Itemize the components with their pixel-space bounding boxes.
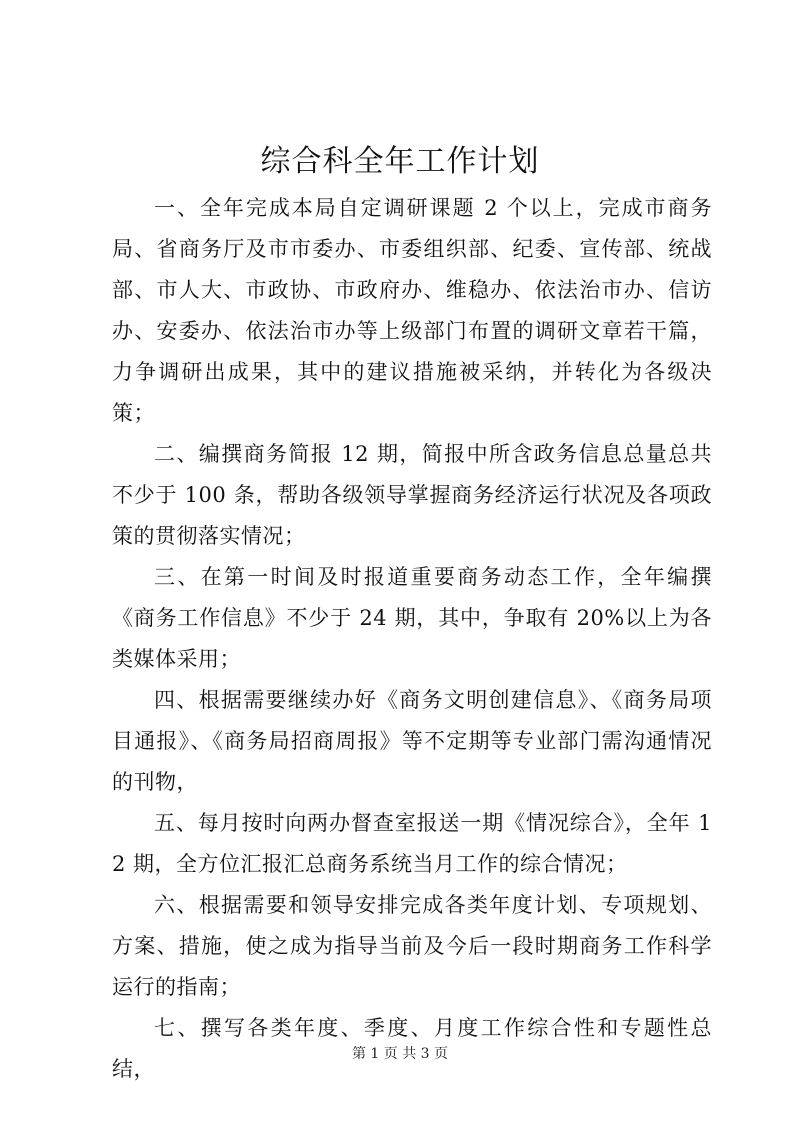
paragraph-7: 七、撰写各类年度、季度、月度工作综合性和专题性总结， [112, 1016, 712, 1081]
document-title: 综合科全年工作计划 [260, 144, 540, 179]
paragraph-5: 五、每月按时向两办督查室报送一期《情况综合》，全年 12 期，全方位汇报汇总商务系统当月工作的综合情况； [112, 811, 712, 876]
paragraph-3: 三、在第一时间及时报道重要商务动态工作，全年编撰《商务工作信息》不少于 24 期，其中，争取有 20%以上为各类媒体采用； [112, 565, 712, 671]
paragraph-6: 六、根据需要和领导安排完成各类年度计划、专项规划、方案、措施，使之成为指导当前及今后一段时期商务工作科学运行的指南； [112, 893, 712, 999]
paragraph-1: 一、全年完成本局自定调研课题 2 个以上，完成市商务局、省商务厅及市市委办、市委组织部、纪委、宣传部、统战部、市人大、市政协、市政府办、维稳办、依法治市办、信访办、安委办、依法治市办等上级部门布置的调研文章若干篇，力争调研出成果，其中的建议措施被采纳，并转化为各级决策； [112, 196, 712, 425]
page-footer: 第 1 页 共 3 页 [351, 1046, 449, 1062]
paragraph-2: 二、编撰商务简报 12 期，简报中所含政务信息总量总共不少于 100 条，帮助各级领导掌握商务经济运行状况及各项政策的贯彻落实情况； [112, 442, 712, 548]
document-body [112, 188, 712, 1090]
paragraph-4: 四、根据需要继续办好《商务文明创建信息》、《商务局项目通报》、《商务局招商周报》等不定期等专业部门需沟通情况的刊物， [112, 688, 712, 794]
